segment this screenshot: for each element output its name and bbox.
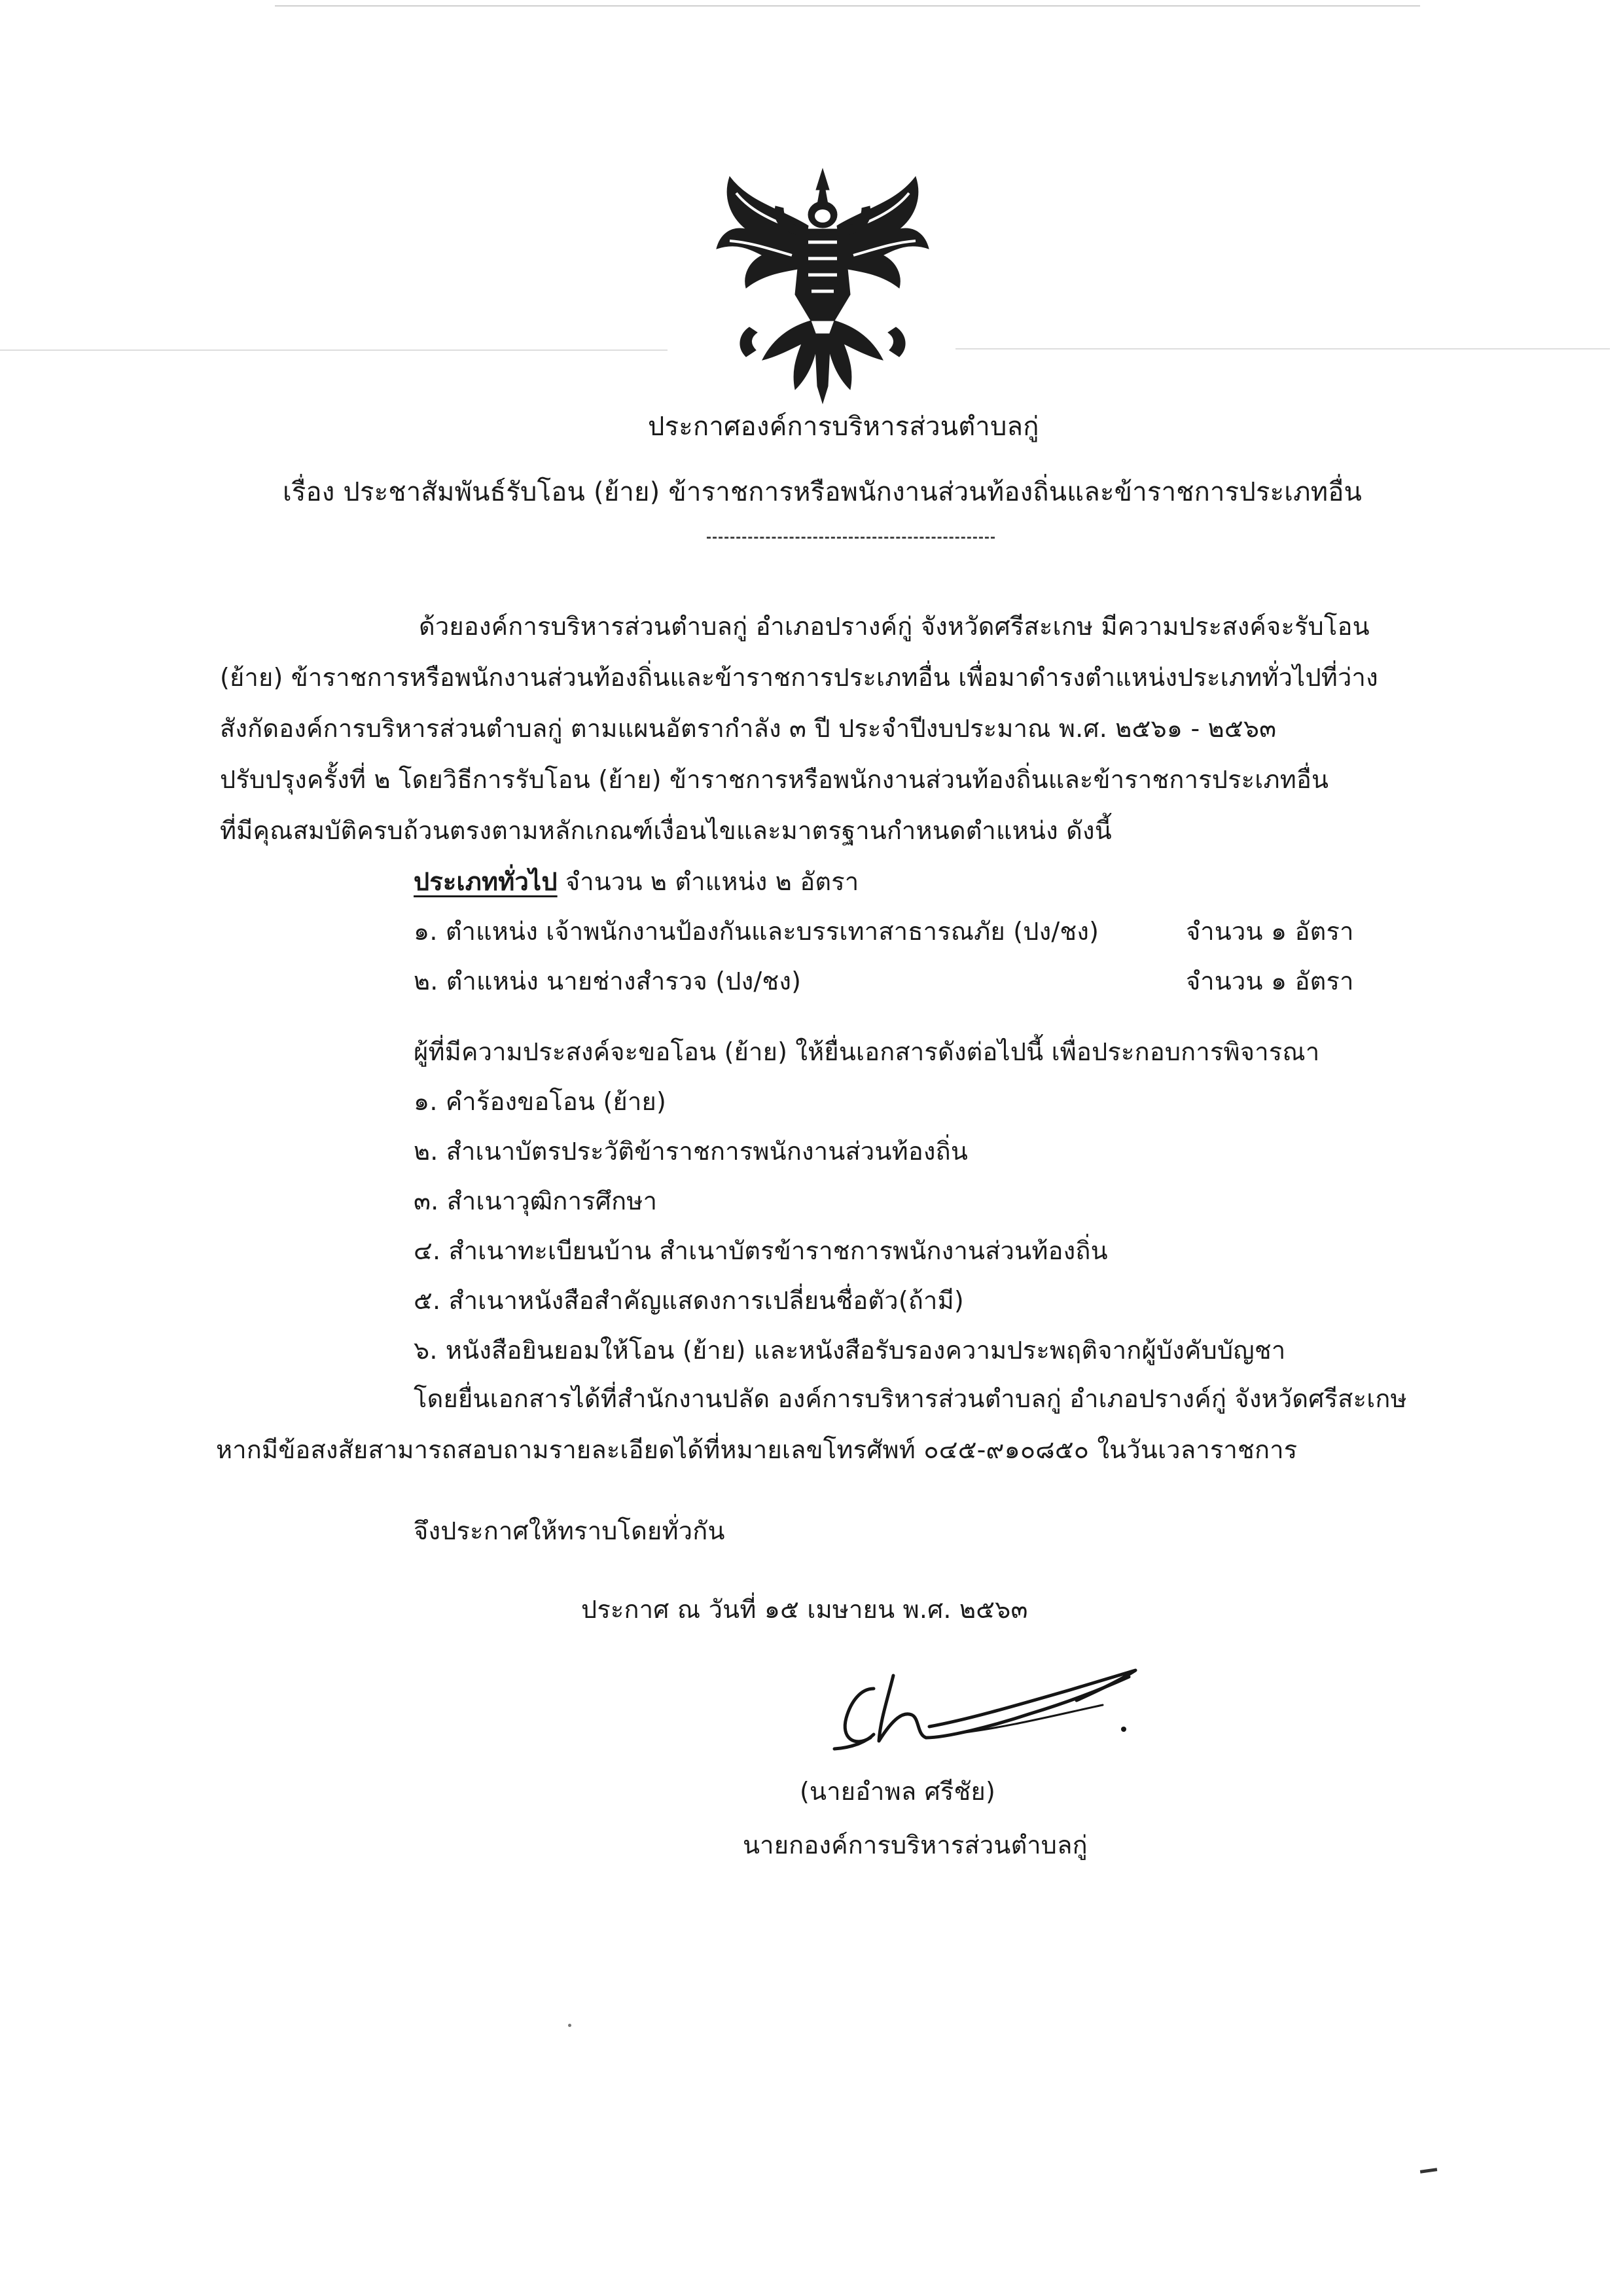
document-item: ๕. สำเนาหนังสือสำคัญแสดงการเปลี่ยนชื่อตัว(ถ้ามี)	[414, 1286, 964, 1315]
announcement-subject: เรื่อง ประชาสัมพันธ์รับโอน (ย้าย) ข้าราชการหรือพนักงานส่วนท้องถิ่นและข้าราชการประเภทอื่น	[283, 477, 1363, 507]
garuda-emblem-icon	[710, 164, 936, 407]
position-count: จำนวน ๑ อัตรา	[1186, 917, 1354, 946]
paragraph-line: (ย้าย) ข้าราชการหรือพนักงานส่วนท้องถิ่นและข้าราชการประเภทอื่น เพื่อมาดำรงตำแหน่งประเภททั่วไปที่ว่าง	[220, 663, 1378, 692]
scan-fold-right	[955, 348, 1610, 350]
document-item: ๒. สำเนาบัตรประวัติข้าราชการพนักงานส่วนท้องถิ่น	[414, 1137, 969, 1166]
header-divider	[707, 537, 995, 539]
paragraph-line: ที่มีคุณสมบัติครบถ้วนตรงตามหลักเกณฑ์เงื่อนไขและมาตรฐานกำหนดตำแหน่ง ดังนี้	[220, 816, 1112, 845]
announcement-date: ประกาศ ณ วันที่ ๑๕ เมษายน พ.ศ. ๒๕๖๓	[581, 1595, 1028, 1624]
submission-line: โดยยื่นเอกสารได้ที่สำนักงานปลัด องค์การบริหารส่วนตำบลกู่ อำเภอปรางค์กู่ จังหวัดศรีสะเกษ	[414, 1384, 1407, 1413]
paragraph-line: ด้วยองค์การบริหารส่วนตำบลกู่ อำเภอปรางค์กู่ จังหวัดศรีสะเกษ มีความประสงค์จะรับโอน	[419, 612, 1370, 641]
position-name: ๑. ตำแหน่ง เจ้าพนักงานป้องกันและบรรเทาสาธารณภัย (ปง/ชง)	[414, 917, 1099, 946]
scan-fold-left	[0, 350, 668, 351]
scan-speck	[1420, 2168, 1437, 2174]
document-item: ๖. หนังสือยินยอมให้โอน (ย้าย) และหนังสือรับรองความประพฤติจากผู้บังคับบัญชา	[414, 1336, 1286, 1365]
document-item: ๑. คำร้องขอโอน (ย้าย)	[414, 1087, 667, 1116]
category-label: ประเภททั่วไป	[414, 867, 558, 896]
documents-intro: ผู้ที่มีความประสงค์จะขอโอน (ย้าย) ให้ยื่นเอกสารดังต่อไปนี้ เพื่อประกอบการพิจารณา	[414, 1037, 1320, 1066]
position-name: ๒. ตำแหน่ง นายช่างสำรวจ (ปง/ชง)	[414, 967, 802, 996]
document-item: ๔. สำเนาทะเบียนบ้าน สำเนาบัตรข้าราชการพนักงานส่วนท้องถิ่น	[414, 1236, 1108, 1265]
closing-statement: จึงประกาศให้ทราบโดยทั่วกัน	[414, 1516, 725, 1545]
category-line	[414, 869, 859, 894]
announcement-title: ประกาศองค์การบริหารส่วนตำบลกู่	[648, 412, 1039, 442]
contact-line: หากมีข้อสงสัยสามารถสอบถามรายละเอียดได้ที่หมายเลขโทรศัพท์ ๐๔๕-๙๑๐๘๕๐ ในวันเวลาราชการ	[216, 1435, 1298, 1464]
category-detail: จำนวน ๒ ตำแหน่ง ๒ อัตรา	[557, 867, 859, 896]
position-count: จำนวน ๑ อัตรา	[1186, 967, 1354, 996]
document-item: ๓. สำเนาวุฒิการศึกษา	[414, 1187, 658, 1215]
paragraph-line: สังกัดองค์การบริหารส่วนตำบลกู่ ตามแผนอัตรากำลัง ๓ ปี ประจำปีงบประมาณ พ.ศ. ๒๕๖๑ - ๒๕๖๓	[220, 714, 1277, 743]
signatory-title: นายกองค์การบริหารส่วนตำบลกู่	[743, 1831, 1088, 1859]
signature-image	[795, 1649, 1162, 1767]
scan-speck	[568, 2024, 571, 2027]
signatory-name: (นายอำพล ศรีชัย)	[800, 1777, 995, 1806]
scan-edge-top	[275, 5, 1420, 7]
paragraph-line: ปรับปรุงครั้งที่ ๒ โดยวิธีการรับโอน (ย้าย) ข้าราชการหรือพนักงานส่วนท้องถิ่นและข้าราชการประเภทอื่น	[220, 765, 1329, 794]
